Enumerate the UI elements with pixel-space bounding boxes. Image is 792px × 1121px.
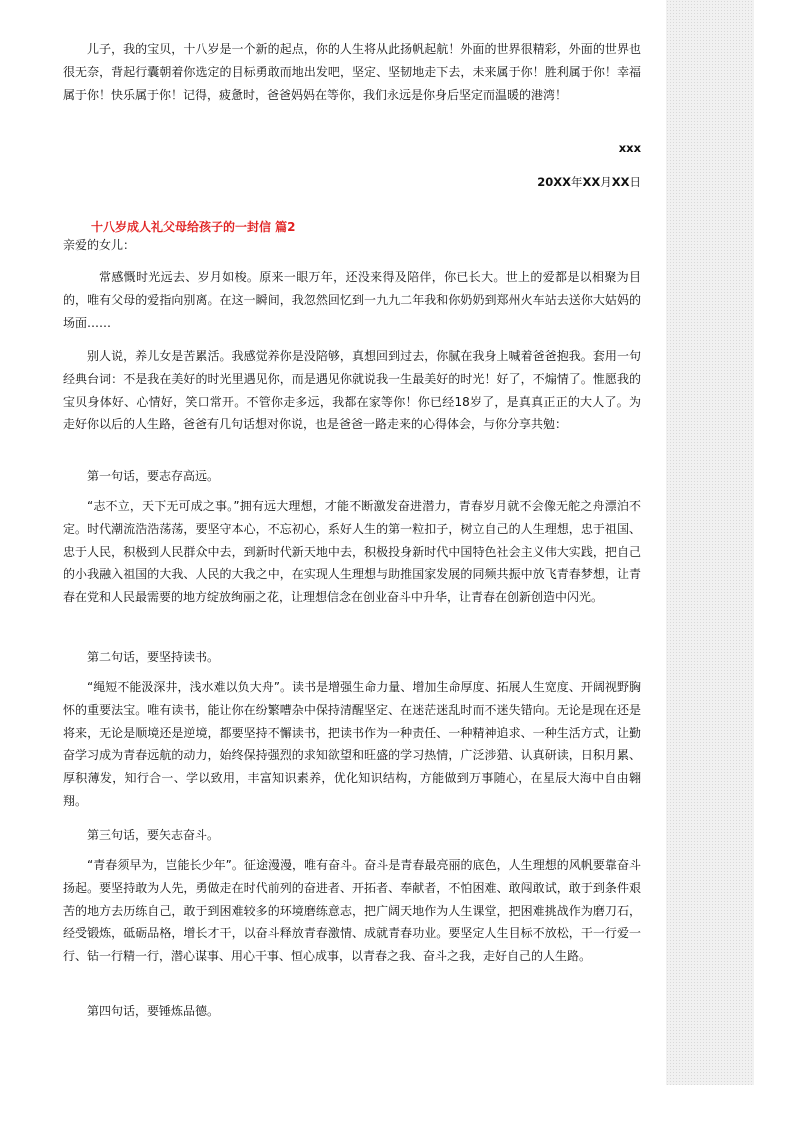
date-day: XX [611, 175, 630, 189]
paragraph-1: 常感慨时光远去、岁月如梭。原来一眼万年，还没来得及陪伴，你已长大。世上的爱都是以相聚为目的，唯有父母的爱指向别离。在这一瞬间，我忽然回忆到一九九二年我和你奶奶到郑州火车站去送你大姑妈的场面…… [63, 270, 641, 330]
letter-date [537, 174, 641, 190]
date-year-unit: 年 [571, 175, 583, 189]
greeting: 亲爱的女儿： [63, 238, 136, 252]
date-year: 20XX [537, 175, 572, 189]
paragraph-2: 别人说，养儿女是苦累活。我感觉养你是没陪够，真想回到过去，你腻在我身上喊着爸爸抱我。套用一句经典台词：不是我在美好的时光里遇见你，而是遇见你就说我一生最美好的时光！好了，不煽情了。惟愿我的宝贝身体好、心情好，笑口常开。不管你走多远，我都在家等你！你已经18岁了，是真真正正的大人了。为走好你以后的人生路，爸爸有几句话想对你说，也是爸爸一路走来的心得体会，与你分享共勉： [63, 349, 641, 432]
intro-paragraph: 儿子，我的宝贝，十八岁是一个新的起点，你的人生将从此扬帆起航！外面的世界很精彩，外面的世界也很无奈，背起行囊朝着你选定的目标勇敢而地出发吧，坚定、坚韧地走下去，未来属于你！胜利属于你！幸福属于你！快乐属于你！记得，疲惫时，爸爸妈妈在等你，我们永远是你身后坚定而温暖的港湾！ [63, 42, 641, 102]
date-day-unit: 日 [629, 175, 641, 189]
heading-third-advice: 第三句话，要矢志奋斗。 [87, 828, 220, 842]
paragraph-4: “绳短不能汲深井，浅水难以负大舟”。读书是增强生命力量、增加生命厚度、拓展人生宽度、开阔视野胸怀的重要法宝。唯有读书，能让你在纷繁嘈杂中保持清醒坚定、在迷茫迷乱时而不迷失错向。无论是现在还是将来，无论是顺境还是逆境，都要坚持不懈读书，把读书作为一种责任、一种精神追求、一种生活方式，让勤奋学习成为青春远航的动力，始终保持强烈的求知欲望和旺盛的学习热情，广泛涉猎、认真研读，日积月累、厚积薄发，知行合一、学以致用，丰富知识素养，优化知识结构，方能做到万事随心，在星辰大海中自由翱翔。 [63, 680, 641, 808]
section-title: 十八岁成人礼父母给孩子的一封信 篇2 [91, 220, 296, 234]
date-month: XX [582, 175, 601, 189]
signature: xxx [618, 141, 641, 155]
side-margin-strip [666, 0, 754, 1085]
heading-first-advice: 第一句话，要志存高远。 [87, 469, 220, 483]
paragraph-5: “青春须早为，岂能长少年”。征途漫漫，唯有奋斗。奋斗是青春最亮丽的底色，人生理想的风帆要靠奋斗扬起。要坚持敢为人先，勇做走在时代前列的奋进者、开拓者、奉献者，不怕困难、敢闯敢试，敢于到条件艰苦的地方去历练自己，敢于到困难较多的环境磨练意志，把广阔天地作为人生课堂，把困难挑战作为磨刀石，经受锻炼，砥砺品格，增长才干，以奋斗释放青春激情、成就青春功业。要坚定人生目标不放松，干一行爱一行、钻一行精一行，潜心谋事、用心干事、恒心成事，以青春之我、奋斗之我，走好自己的人生路。 [63, 858, 641, 964]
paragraph-3: “志不立，天下无可成之事。”拥有远大理想，才能不断激发奋进潜力，青春岁月就不会像无舵之舟漂泊不定。时代潮流浩浩荡荡，要坚守本心，不忘初心，系好人生的第一粒扣子，树立自己的人生理想，忠于祖国、忠于人民，积极到人民群众中去，到新时代新天地中去，积极投身新时代中国特色社会主义伟大实践，把自己的小我融入祖国的大我、人民的大我之中，在实现人生理想与助推国家发展的同频共振中放飞青春梦想，让青春在党和人民最需要的地方绽放绚丽之花，让理想信念在创业奋斗中升华，让青春在创新创造中闪光。 [63, 499, 641, 605]
heading-second-advice: 第二句话，要坚持读书。 [87, 650, 220, 664]
date-month-unit: 月 [600, 175, 612, 189]
heading-fourth-advice: 第四句话，要锤炼品德。 [87, 1004, 220, 1018]
